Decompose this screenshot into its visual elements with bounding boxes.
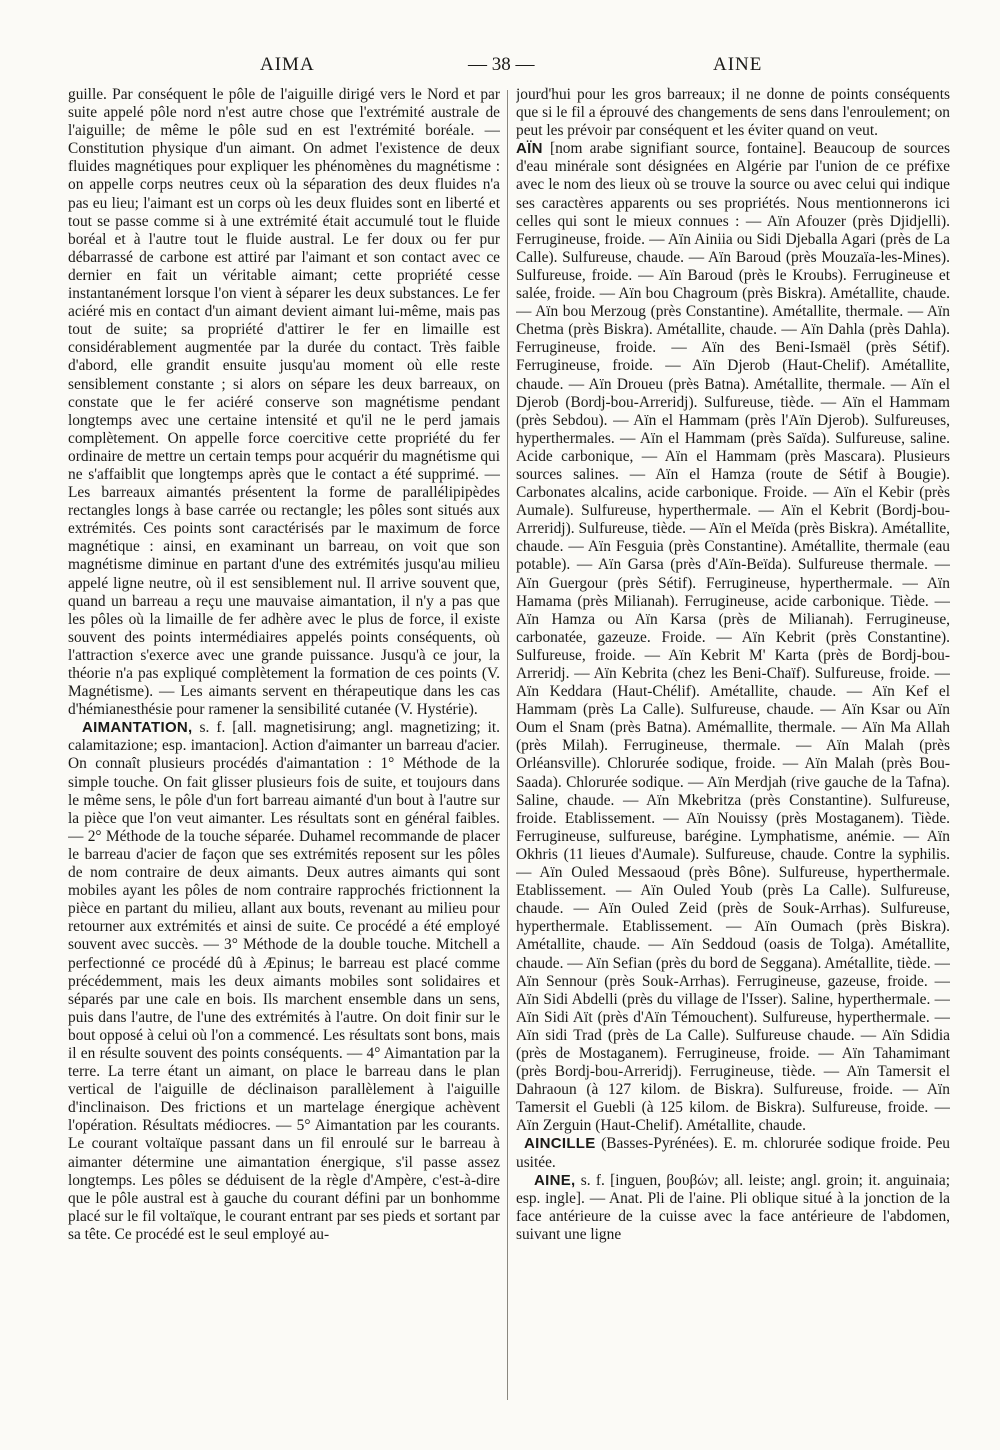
entry-headword: AINE, [534,1171,576,1189]
entry-headword: AÏN [516,140,543,158]
entry-aincille [516,1135,950,1171]
column-divider [507,90,508,1400]
entry-headword: AINCILLE [524,1135,596,1153]
left-column [68,86,500,1416]
entry-body: s. f. [all. magnetisirung; angl. magnetizing; it. calamitazione; esp. imantacion]. Action d'aimanter un barreau d'acier. On connaît plusieurs procédés d'aimantation : 1° Méthode de la simple touche. On fait glisser plusieurs fois de suite, et toujours dans le même sens, le pôle d'un fort barreau aimanté d'un bout à l'autre sur la pièce que l'on veut aimanter. Les résultats sont en général faibles. — 2° Méthode de la touche séparée. Duhamel recommande de placer le barreau d'acier de façon que ses extrémités reposent sur les pôles de nom contraire de deux aimants. Deux autres aimants qui sont mobiles ayant les pôles de nom contraire rapprochés frictionnent la pièce en partant du milieu, allant aux bouts, revenant au milieu pour retourner aux extrémités et ainsi de suite. Ce procédé a été employé souvent avec succès. — 3° Méthode de la double touche. Mitchell a perfectionné ce procédé dû à Æpinus; le barreau est placé comme précédemment, mais les deux aimants mobiles sont solidaires et séparés par une cale en bois. Ils marchent ensemble dans un sens, puis dans l'autre, de l'une des extrémités à l'autre. On doit finir sur le bout opposé à celui où l'on a commencé. Les résultats sont bons, mais il en résulte souvent des points conséquents. — 4° Aimantation par la terre. La terre étant un aimant, on place le barreau dans le plan vertical de l'aiguille de déclinaison parallèlement à l'aiguille d'inclinaison. Des frictions et un martelage énergique achèvent l'opération. Résultats médiocres. — 5° Aimantation par les courants. Le courant voltaïque passant dans un fil enroulé sur le barreau à aimanter détermine une aimantation énergique, s'il passe assez longtemps. Les pôles se déduisent de la règle d'Ampère, c'est-à-dire que le pôle austral est à gauche du courant défini par un bonhomme placé sur le fil voltaïque, le courant entrant par ses pieds et sortant par sa tête. Ce procédé est le seul employé au- [68,719,500,1243]
entry-aine [516,1172,950,1244]
entry-body: s. f. [inguen, βουβών; all. leiste; angl. groin; it. anguinaia; esp. ingle]. — Anat. Pli de l'aine. Pli oblique situé à la jonction de la face antérieure de la cuisse avec la face antérieure de l'abdomen, suivant une ligne [516,1171,950,1243]
entry-aimantation [68,719,500,1244]
entry-body: [nom arabe signifiant source, fontaine]. Beaucoup de sources d'eau minérale sont désignées en Algérie par l'union de ce préfixe avec le nom des lieux où se trouve la source ou avec celui qui indique ses caractères apparents ou ses propriétés. Nous mentionnerons ici celles qui sont le mieux connues : — Aïn Afouzer (près Djidjelli). Ferrugineuse, froide. — Aïn Ainiia ou Sidi Djeballa Agari (près de La Calle). Sulfureuse, chaude. — Aïn Baroud (près Mouzaïa-les-Mines). Sulfureuse, froide. — Aïn Baroud (près le Kroubs). Ferrugineuse et salée, froide. — Aïn bou Chagroum (près Biskra). Amétallite, chaude. — Aïn bou Merzoug (près Constantine). Amétallite, thermale. — Aïn Chetma (près Biskra). Amétallite, chaude. — Aïn Dahla (près Dahla). Ferrugineuse, froide. — Aïn des Beni-Ismaël (près Sétif). Ferrugineuse, froide. — Aïn Djerob (Haut-Chelif). Amétallite, chaude. — Aïn Droueu (près Batna). Amétallite, thermale. — Aïn el Djerob (Bordj-bou-Arreridj). Sulfureuse, tiède. — Aïn el Hammam (près Sebdou). — Aïn el Hammam (près l'Aïn Djerob). Sulfureuses, hyperthermales. — Aïn el Hammam (près Saïda). Sulfureuse, saline. Acide carbonique, — Aïn el Hammam (près Mascara). Plusieurs sources salines. — Aïn el Hamza (route de Sétif à Bougie). Carbonates alcalins, acide carbonique. Froide. — Aïn el Kebir (près Aumale). Sulfureuse, hyperthermale. — Aïn el Kebrit (Bordj-bou-Arreridj). Sulfureuse, tiède. — Aïn el Meïda (près Biskra). Amétallite, chaude. — Aïn Fesguia (près Constantine). Amétallite, thermale (eau potable). — Aïn Garsa (près d'Aïn-Beïda). Sulfureuse thermale. — Aïn Guergour (près Sétif). Ferrugineuse, hyperthermale. — Aïn Hamama (près Milianah). Ferrugineuse, acide carbonique. Tiède. — Aïn Hamza ou Aïn Karsa (près de Milianah). Ferrugineuse, carbonatée, gazeuze. Froide. — Aïn Kebrit (près Constantine). Sulfureuse, froide. — Aïn Kebrit M' Karta (près de Bordj-bou-Arreridj. — Aïn Kebrita (chez les Beni-Chaïf). Sulfureuse, froide. — Aïn Keddara (Haut-Chélif). Amétallite, chaude. — Aïn Kef el Hammam (près La Calle). Sulfureuse, chaude. — Aïn Ksar ou Aïn Oum el Snam (près Batna). Amémallite, thermale. — Aïn Ma Allah (près Milah). Ferrugineuse, thermale. — Aïn Malah (près Orléansville). Chlorurée sodique, froide. — Aïn Malah (près Bou-Saada). Chlorurée sodique. — Aïn Merdjah (rive gauche de la Tafna). Saline, chaude. — Aïn Mkebritza (près Constantine). Sulfureuse, froide. Etablissement. — Aïn Nouissy (près Mostaganem). Tiède. Ferrugineuse, sulfureuse, barégine. Lymphatisme, anémie. — Aïn Okhris (11 lieues d'Aumale). Sulfureuse, chaude. Contre la syphilis. — Aïn Ouled Messaoud (près Bône). Sulfureuse, hyperthermale. Etablissement. — Aïn Ouled Youb (près La Calle). Sulfureuse, chaude. — Aïn Ouled Zeid (près de Souk-Arrhas). Sulfureuse, hyperthermale. Etablissement. — Aïn Oumach (près Biskra). Amétallite, chaude. — Aïn Seddoud (oasis de Tolga). Amétallite, chaude. — Aïn Sefian (près du bord de Seggana). Amétallite, tiède. — Aïn Sennour (près Souk-Arrhas). Ferrugineuse, gazeuse, froide. — Aïn Sidi Abdelli (près du village de l'Isser). Saline, hyperthermale. — Aïn Sidi Aït (près d'Aïn Témouchent). Sulfureuse, hyperthermale. — Aïn sidi Trad (près de La Calle). Sulfureuse chaude. — Aïn Sdidia (près de Mostaganem). Ferrugineuse, froide. — Aïn Tahamimant (près Bordj-bou-Arreridj). Ferrugineuse, tiède. — Aïn Tamersit el Dahraoun (à 127 kilom. de Biskra). Sulfureuse, froide. — Aïn Tamersit el Guebli (à 125 kilom. de Biskra). Sulfureuse, froide. — Aïn Zerguin (Haut-Chelif). Amétallite, chaude. [516,140,950,1135]
entry-headword: AIMANTATION, [82,719,193,737]
right-column [516,86,950,1416]
entry-body: (Basses-Pyrénées). E. m. chlorurée sodique froide. Peu usitée. [516,1135,950,1171]
aimantation-continuation-paragraph: jourd'hui pour les gros barreaux; il ne donne de points conséquents que si le fil a éprouvé des changements de sens dans l'enroulement; on peut les prévoir par conséquent et les éviter quand on veut. [516,86,950,140]
entry-ain [516,140,950,1135]
header-left-word: AIMA [260,54,315,75]
header-right-word: AINE [713,54,763,75]
page-number: — 38 — [468,54,535,75]
aimant-continuation-paragraph: guille. Par conséquent le pôle de l'aiguille dirigé vers le Nord et par suite appelé pôle nord n'est autre chose que l'extrémité australe de l'aiguille; de même le pôle sud en est l'extrémité boréale. — Constitution physique d'un aimant. On admet l'existence de deux fluides magnétiques pour expliquer les phénomènes du magnétisme : on appelle corps neutres ceux où la séparation des deux fluides n'a pas eu lieu; l'aimant est un corps où les deux fluides sont en liberté et tout se passe comme si à une extrémité était accumulé tout le fluide boréal et à l'autre tout le fluide austral. Le fer doux ou fer pur débarrassé de carbone est attiré par l'aimant et son contact avec ce dernier en fait un véritable aimant; cette propriété cesse instantanément lorsque l'on vient à séparer les deux substances. Le fer aciéré mis en contact d'un aimant devient aimant lui-même, mais pas tout de suite; sa propriété d'attirer le fer en limaille est considérablement augmentée par la durée du contact. Très faible d'abord, elle grandit ensuite jusqu'au moment où elle reste sensiblement constante ; si alors on sépare les deux barreaux, on constate que le fer aciéré conserve son magnétisme pendant longtemps avec une certaine intensité et qu'il ne le perd jamais complètement. On appelle force coercitive cette propriété du fer ordinaire de mettre un certain temps pour acquérir du magnétisme qui ne s'affaiblit que longtemps après que le contact a été supprimé. — Les barreaux aimantés présentent la forme de parallélipipèdes rectangles longs à base carrée ou rectangle; les pôles sont situés aux extrémités. Ces points sont caractérisés par le maximum de force magnétique : ainsi, en examinant un barreau, on voit que son magnétisme diminue en partant d'une des extrémités jusqu'au milieu appelé ligne neutre, où il est sensiblement nul. Il arrive souvent que, quand un barreau a reçu une mauvaise aimantation, il n'y a pas que les pôles où la limaille de fer adhère avec le plus de force, il existe souvent des points intermédiaires appelés points conséquents, où l'attraction s'exerce avec une grande puissance. Jusqu'à ce jour, la théorie n'a pas expliqué complètement la formation de ces points (V. Magnétisme). — Les aimants servent en thérapeutique dans les cas d'hémianesthésie pour ramener la sensibilité cutanée (V. Hystérie). [68,86,500,719]
running-header [0,54,1000,78]
